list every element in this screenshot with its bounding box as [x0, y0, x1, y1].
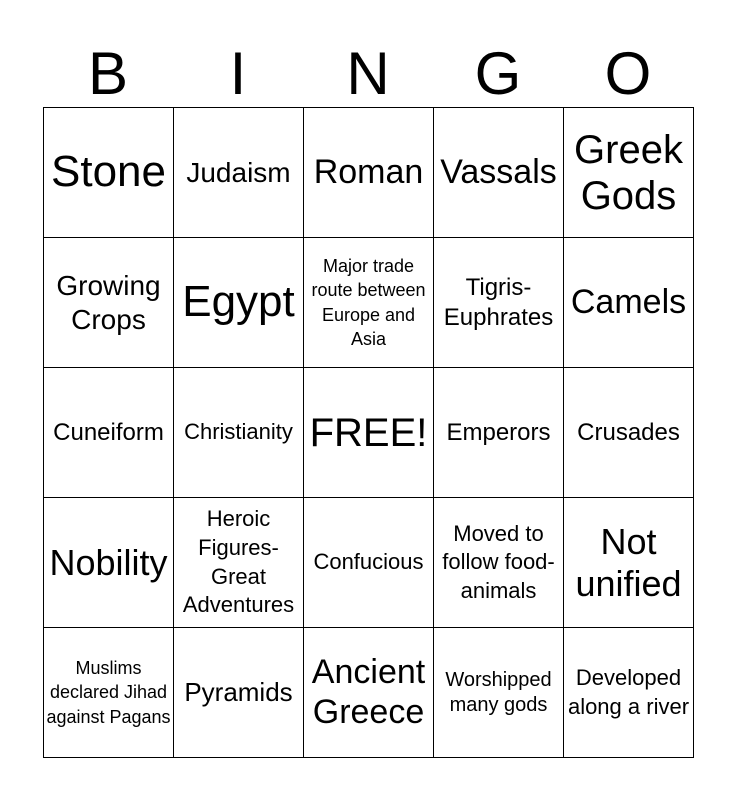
- cell-text: Heroic Figures-Great Adventures: [182, 506, 295, 618]
- free-space: FREE!: [309, 410, 428, 455]
- cell-text: Camels: [570, 282, 687, 321]
- cell-text: Tigris-Euphrates: [443, 273, 554, 331]
- cell-text: Emperors: [446, 418, 551, 446]
- bingo-cell[interactable]: [304, 498, 434, 628]
- cell-text: Muslims declared Jihad against Pagans: [46, 658, 171, 727]
- bingo-cell[interactable]: [304, 108, 434, 238]
- cell-text: Crusades: [577, 418, 680, 446]
- bingo-cell[interactable]: [564, 498, 694, 628]
- cell-text: Moved to follow food-animals: [442, 520, 555, 603]
- cell-text: Worshipped many gods: [445, 668, 552, 716]
- cell-text: Major trade route between Europe and Asia: [311, 255, 426, 349]
- bingo-cell[interactable]: [44, 628, 174, 758]
- bingo-cell[interactable]: [564, 238, 694, 368]
- cell-text: Not unified: [575, 521, 682, 604]
- header-letter-g: G: [474, 40, 522, 107]
- cell-text: Christianity: [184, 419, 293, 445]
- bingo-cell[interactable]: [44, 108, 174, 238]
- cell-text: Nobility: [49, 541, 168, 583]
- cell-text: Vassals: [440, 152, 557, 191]
- bingo-cell[interactable]: [434, 108, 564, 238]
- bingo-cell[interactable]: [564, 108, 694, 238]
- bingo-cell[interactable]: [304, 368, 434, 498]
- bingo-cell[interactable]: [434, 368, 564, 498]
- cell-text: Growing Crops: [56, 269, 161, 335]
- cell-text: Pyramids: [184, 676, 293, 707]
- bingo-grid: [43, 107, 694, 758]
- bingo-cell[interactable]: [564, 628, 694, 758]
- bingo-cell[interactable]: [174, 108, 304, 238]
- bingo-cell[interactable]: [434, 238, 564, 368]
- bingo-cell[interactable]: [564, 368, 694, 498]
- cell-text: Greek Gods: [574, 127, 683, 218]
- header-letter-b: B: [87, 40, 129, 107]
- cell-text: Stone: [51, 147, 166, 197]
- bingo-cell[interactable]: [174, 368, 304, 498]
- cell-text: Confucious: [313, 549, 424, 575]
- cell-text: Cuneiform: [53, 418, 164, 446]
- header-letter-n: N: [346, 40, 390, 107]
- header-letter-i: I: [229, 40, 247, 107]
- bingo-cell[interactable]: [44, 368, 174, 498]
- cell-text: Roman: [313, 152, 424, 191]
- bingo-cell[interactable]: [304, 238, 434, 368]
- bingo-cell[interactable]: [44, 238, 174, 368]
- bingo-cell[interactable]: [174, 238, 304, 368]
- bingo-cell[interactable]: [174, 628, 304, 758]
- bingo-cell[interactable]: [44, 498, 174, 628]
- bingo-cell[interactable]: [304, 628, 434, 758]
- bingo-header: [43, 40, 693, 108]
- cell-text: Judaism: [186, 156, 291, 188]
- bingo-cell[interactable]: [434, 628, 564, 758]
- cell-text: Ancient Greece: [311, 653, 426, 731]
- cell-text: Developed along a river: [567, 664, 690, 719]
- bingo-cell[interactable]: [174, 498, 304, 628]
- cell-text: Egypt: [182, 277, 295, 327]
- header-letter-o: O: [604, 40, 652, 107]
- bingo-cell[interactable]: [434, 498, 564, 628]
